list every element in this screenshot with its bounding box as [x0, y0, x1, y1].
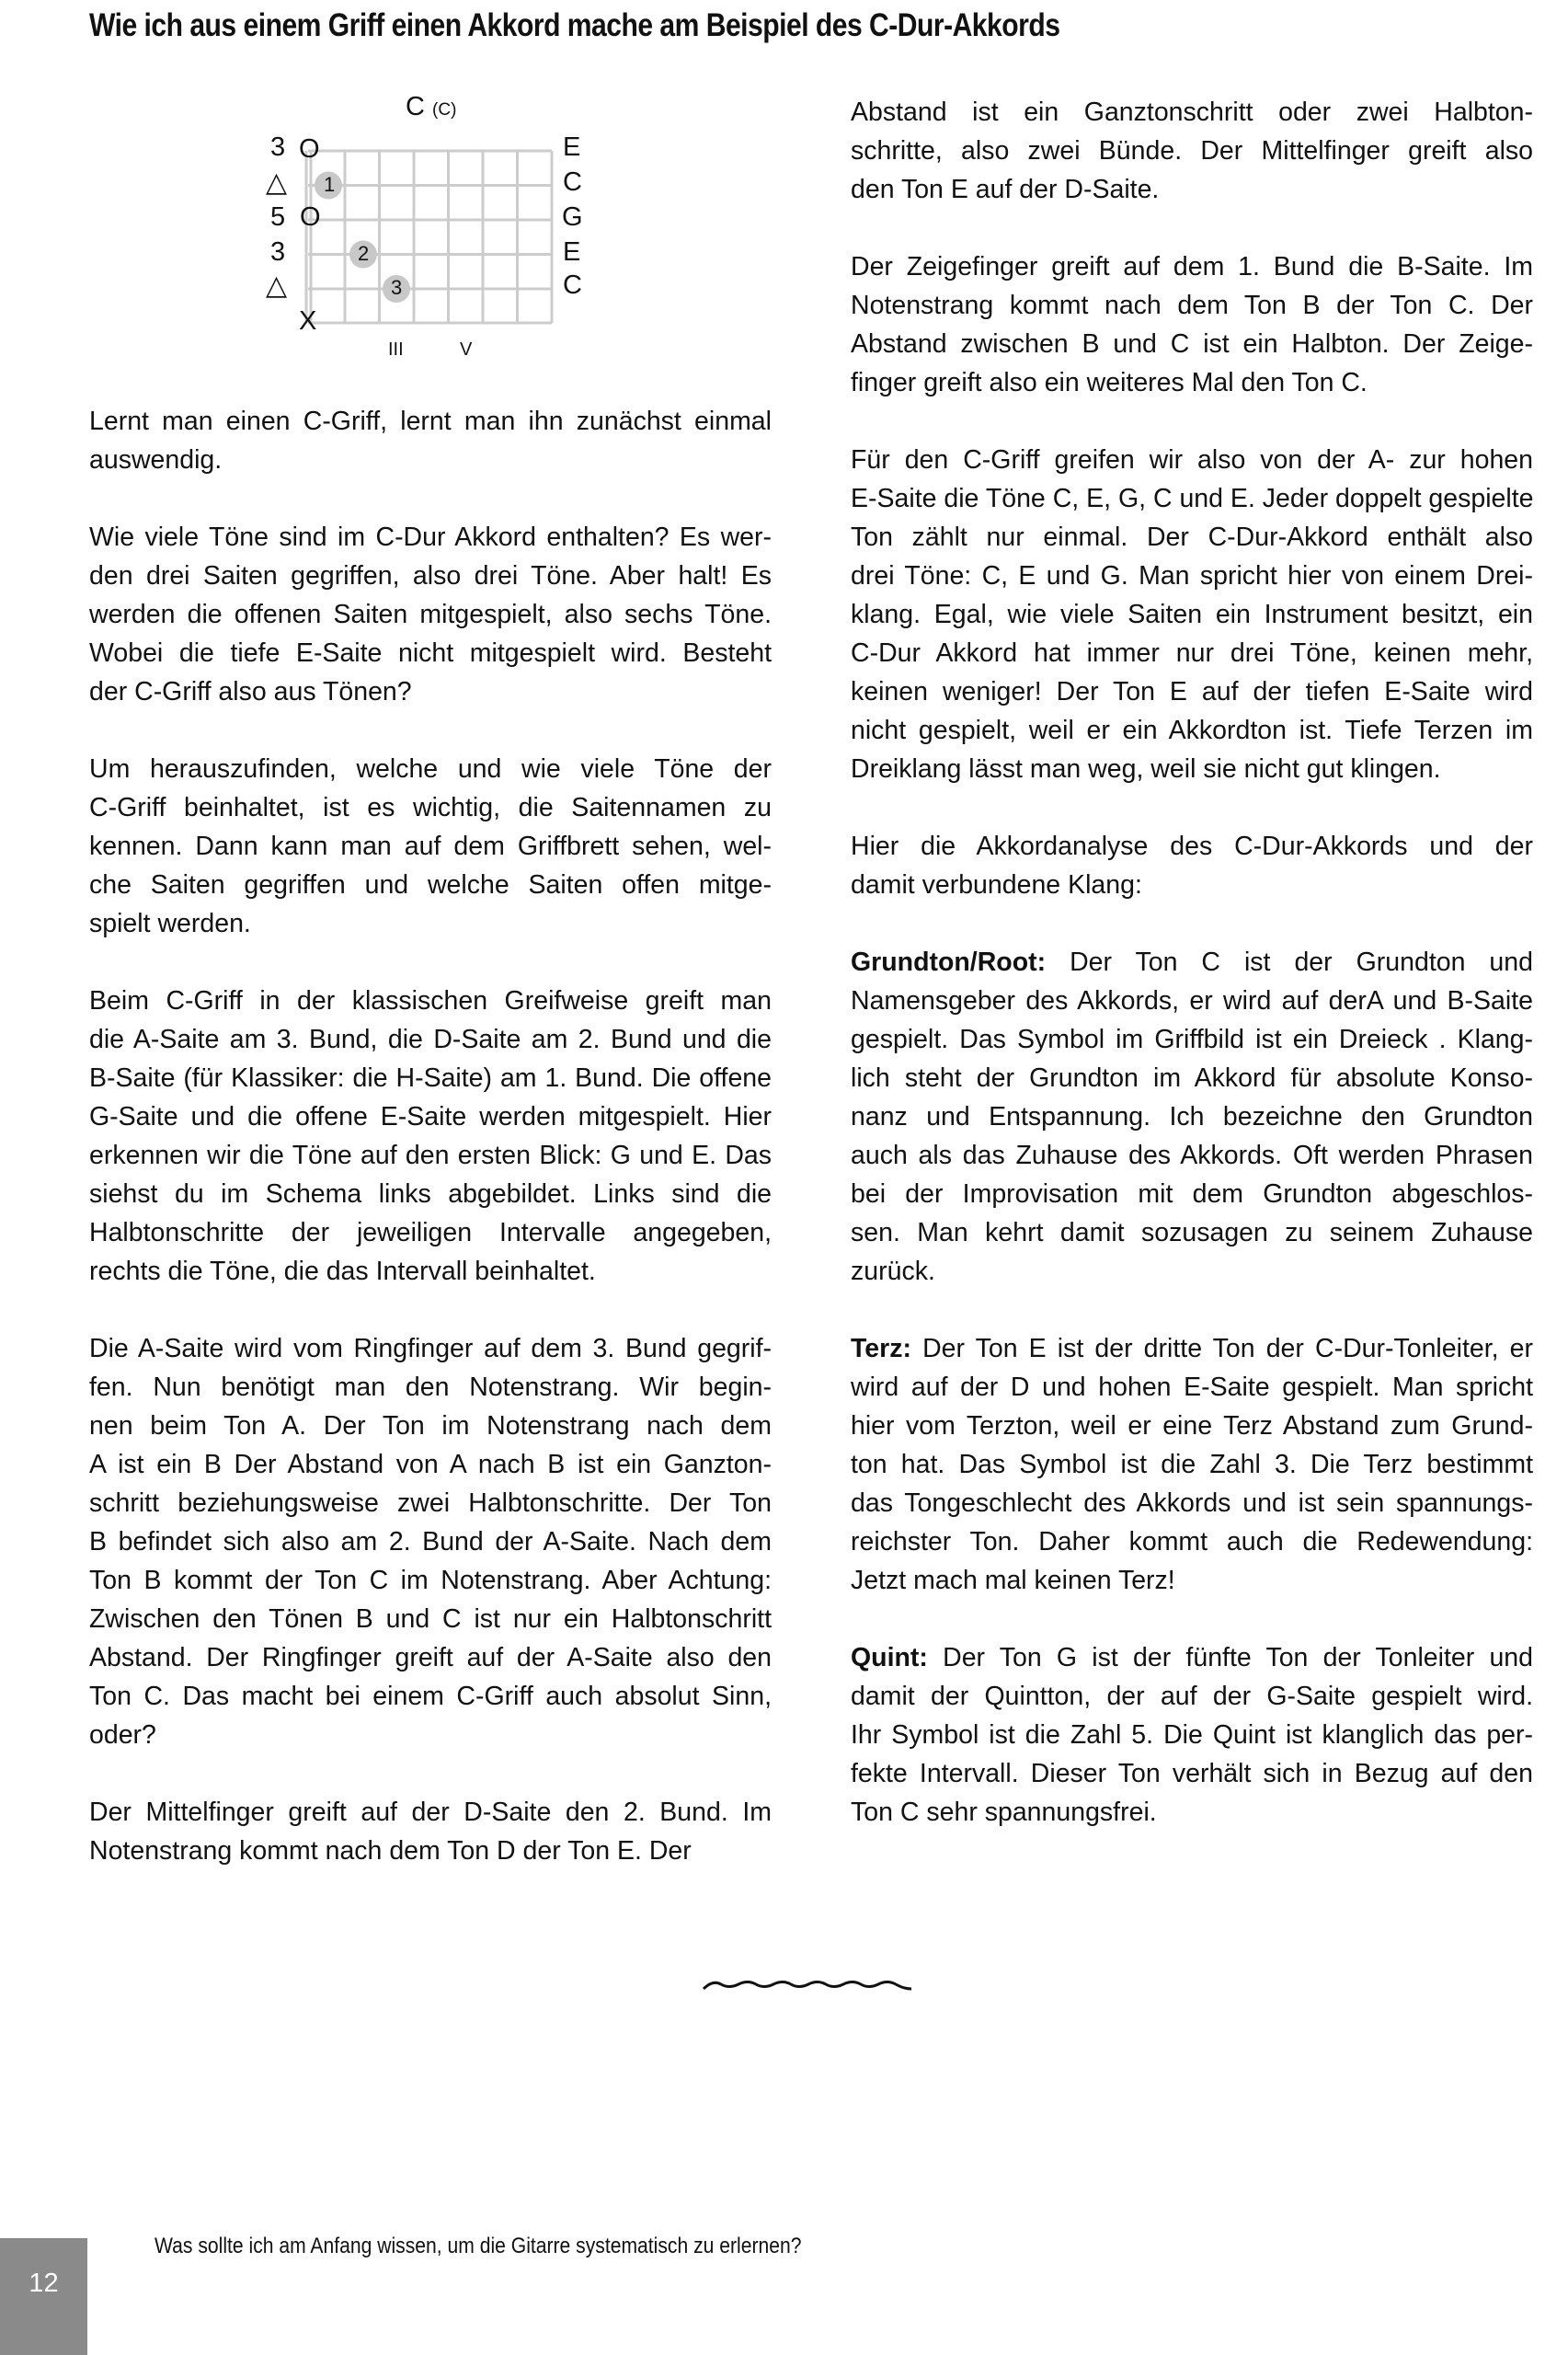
paragraph: [89, 750, 772, 943]
text-line: drei Töne: C, E und G. Man spricht hier von einem Drei-: [851, 561, 1533, 591]
open-string-icon: O: [299, 134, 320, 164]
text-line: zurück.: [851, 1257, 935, 1286]
note-label: C: [563, 167, 582, 197]
text-line: das Tongeschlecht des Akkords und ist sein spannungs-: [851, 1488, 1533, 1518]
note-label: E: [563, 237, 581, 267]
text-line: hier vom Terzton, weil er eine Terz Abstand zum Grund-: [851, 1411, 1533, 1441]
paragraph: [89, 1793, 772, 1870]
fretboard-grid: [0, 0, 644, 377]
text-line: wird auf der D und hohen E-Saite gespielt. Man spricht: [851, 1373, 1533, 1402]
text-line: Halbtonschritte der jeweiligen Intervalle angegeben,: [89, 1218, 772, 1247]
text-line: sen. Man kehrt damit sozusagen zu seinem Zuhause: [851, 1218, 1533, 1247]
page-number: 12: [29, 2269, 59, 2298]
paragraph-quint: [851, 1638, 1533, 1832]
text-line: werden die offenen Saiten mitgespielt, also sechs Töne.: [89, 600, 772, 629]
note-label: C: [563, 270, 582, 300]
text-line: nicht gespielt, weil er ein Akkordton ist. Tiefe Terzen im: [851, 716, 1533, 745]
text-line: der C-Griff also aus Tönen?: [89, 677, 412, 706]
paragraph: [851, 827, 1533, 904]
text-line: Der Mittelfinger greift auf der D-Saite den 2. Bund. Im: [89, 1798, 772, 1827]
interval-label: 5: [270, 202, 286, 232]
text-line: fekte Intervall. Dieser Ton verhält sich in Bezug auf den: [851, 1759, 1533, 1788]
wave-divider-icon: [702, 1974, 913, 1994]
text-line: lich steht der Grundton im Akkord für absolute Konso-: [851, 1063, 1533, 1093]
fret-marker-V: V: [460, 339, 473, 360]
finger-label-1: 1: [324, 173, 336, 196]
text-line: G-Saite und die offene E-Saite werden mitgespielt. Hier: [89, 1102, 772, 1132]
text-line: Der Zeigefinger greift auf dem 1. Bund die B-Saite. Im: [851, 252, 1533, 281]
text-line: Die A-Saite wird vom Ringfinger auf dem 3. Bund gegrif-: [89, 1334, 772, 1363]
paragraph: [851, 441, 1533, 788]
paragraph-lead: Quint:: [851, 1643, 928, 1672]
note-label: G: [562, 202, 583, 232]
text-line: ton hat. Das Symbol ist die Zahl 3. Die Terz bestimmt: [851, 1450, 1533, 1479]
text-line: siehst du im Schema links abgebildet. Links sind die: [89, 1179, 772, 1209]
chord-diagram: [0, 0, 644, 377]
paragraph-lead: Terz:: [851, 1334, 911, 1363]
text-line: finger greift also ein weiteres Mal den Ton C.: [851, 368, 1368, 397]
text-line: Quint: Der Ton G ist der fünfte Ton der Tonleiter und: [851, 1643, 1533, 1672]
text-line: gespielt. Das Symbol im Griffbild ist ein Dreieck . Klang-: [851, 1025, 1533, 1054]
text-line: E-Saite die Töne C, E, G, C und E. Jeder doppelt gespielte: [851, 484, 1534, 513]
text-line: Notenstrang kommt nach dem Ton D der Ton E. Der: [89, 1836, 692, 1866]
open-string-icon: O: [300, 202, 321, 232]
text-line: Terz: Der Ton E ist der dritte Ton der C-Dur-Tonleiter, er: [851, 1334, 1533, 1363]
fret-marker-III: III: [388, 339, 404, 360]
text-line: bei der Improvisation mit dem Grundton abgeschlos-: [851, 1179, 1533, 1209]
interval-label: 3: [270, 237, 286, 267]
paragraph-terz: [851, 1329, 1533, 1600]
text-line: nen beim Ton A. Der Ton im Notenstrang nach dem: [89, 1411, 772, 1441]
text-line: A ist ein B Der Abstand von A nach B ist ein Ganzton-: [89, 1450, 772, 1479]
text-line: rechts die Töne, die das Intervall beinhaltet.: [89, 1257, 596, 1286]
text-line: Grundton/Root: Der Ton C ist der Grundton und: [851, 948, 1533, 977]
text-line: klang. Egal, wie viele Saiten ein Instrument besitzt, ein: [851, 600, 1533, 629]
text-line: Zwischen den Tönen B und C ist nur ein Halbtonschritt: [89, 1604, 772, 1634]
text-line: B-Saite (für Klassiker: die H-Saite) am 1. Bund. Die offene: [89, 1063, 772, 1093]
text-line: Für den C-Griff greifen wir also von der A- zur hohen: [851, 445, 1533, 475]
text-line: den Ton E auf der D-Saite.: [851, 175, 1160, 204]
running-footer: Was sollte ich am Anfang wissen, um die Gitarre systematisch zu erlernen?: [155, 2234, 802, 2258]
text-line: Wie viele Töne sind im C-Dur Akkord enthalten? Es wer-: [89, 523, 772, 552]
text-line: C-Griff beinhaltet, ist es wichtig, die Saitennamen zu: [89, 793, 772, 822]
finger-label-2: 2: [358, 242, 370, 265]
text-line: Hier die Akkordanalyse des C-Dur-Akkords und der: [851, 832, 1533, 861]
text-line: auch als das Zuhause des Akkords. Oft werden Phrasen: [851, 1141, 1533, 1170]
text-line: den drei Saiten gegriffen, also drei Töne. Aber halt! Es: [89, 561, 772, 591]
paragraph-grundton: [851, 943, 1533, 1291]
text-line: spielt werden.: [89, 909, 251, 938]
page-title: Wie ich aus einem Griff einen Akkord mache am Beispiel des C-Dur-Akkords: [89, 7, 1060, 43]
finger-label-3: 3: [391, 276, 403, 299]
text-line: schritt beziehungsweise zwei Halbtonschritte. Der Ton: [89, 1488, 772, 1518]
paragraph: [89, 1329, 772, 1754]
text-line: Ton B kommt der Ton C im Notenstrang. Aber Achtung:: [89, 1566, 772, 1595]
text-line: kennen. Dann kann man auf dem Griffbrett sehen, wel-: [89, 832, 772, 861]
text-line: Ton C. Das macht bei einem C-Griff auch absolut Sinn,: [89, 1682, 772, 1711]
text-line: Abstand zwischen B und C ist ein Halbton. Der Zeige-: [851, 329, 1533, 359]
text-line: die A-Saite am 3. Bund, die D-Saite am 2. Bund und die: [89, 1025, 772, 1054]
text-line: Jetzt mach mal keinen Terz!: [851, 1566, 1175, 1595]
muted-string-icon: X: [299, 306, 317, 336]
text-line: damit verbundene Klang:: [851, 870, 1142, 900]
root-triangle-icon: △: [266, 167, 288, 198]
interval-label: 3: [270, 132, 286, 162]
paragraph: [851, 93, 1533, 209]
text-line: Ton zählt nur einmal. Der C-Dur-Akkord enthält also: [851, 523, 1533, 552]
paragraph: [851, 247, 1533, 402]
paragraph: [89, 518, 772, 711]
text-line: Wobei die tiefe E-Saite nicht mitgespielt wird. Besteht: [89, 638, 772, 668]
text-line: oder?: [89, 1720, 156, 1750]
paragraph: [89, 982, 772, 1291]
text-line: auswendig.: [89, 445, 223, 475]
text-line: schritte, also zwei Bünde. Der Mittelfinger greift also: [851, 136, 1533, 166]
text-line: Ihr Symbol ist die Zahl 5. Die Quint ist klanglich das per-: [851, 1720, 1533, 1750]
text-line: Ton C sehr spannungsfrei.: [851, 1798, 1157, 1827]
text-line: Namensgeber des Akkords, er wird auf derA und B-Saite: [851, 986, 1533, 1016]
text-line: B befindet sich also am 2. Bund der A-Saite. Nach dem: [89, 1527, 772, 1557]
text-line: Abstand ist ein Ganztonschritt oder zwei Halbton-: [851, 98, 1533, 127]
chord-name-main: C: [406, 92, 425, 121]
chord-name-alt: (C): [432, 100, 457, 120]
text-line: Lernt man einen C-Griff, lernt man ihn zunächst einmal: [89, 407, 772, 436]
text-line: reichster Ton. Daher kommt auch die Redewendung:: [851, 1527, 1533, 1557]
text-line: Um herauszufinden, welche und wie viele Töne der: [89, 754, 772, 784]
text-line: che Saiten gegriffen und welche Saiten offen mitge-: [89, 870, 772, 900]
text-line: nanz und Entspannung. Ich bezeichne den Grundton: [851, 1102, 1533, 1132]
text-line: damit der Quintton, der auf der G-Saite gespielt wird.: [851, 1682, 1533, 1711]
text-line: keinen weniger! Der Ton E auf der tiefen E-Saite wird: [851, 677, 1533, 706]
text-line: fen. Nun benötigt man den Notenstrang. Wir begin-: [89, 1373, 772, 1402]
text-line: erkennen wir die Töne auf den ersten Blick: G und E. Das: [89, 1141, 772, 1170]
paragraph-lead: Grundton/Root:: [851, 948, 1047, 977]
text-line: C-Dur Akkord hat immer nur drei Töne, keinen mehr,: [851, 638, 1533, 668]
root-triangle-icon: △: [266, 270, 288, 301]
note-label: E: [563, 132, 581, 162]
paragraph: [89, 402, 772, 479]
text-line: Beim C-Griff in der klassischen Greifweise greift man: [89, 986, 772, 1016]
text-line: Abstand. Der Ringfinger greift auf der A-Saite also den: [89, 1643, 772, 1672]
text-line: Notenstrang kommt nach dem Ton B der Ton C. Der: [851, 291, 1533, 320]
text-line: Dreiklang lässt man weg, weil sie nicht gut klingen.: [851, 754, 1441, 784]
